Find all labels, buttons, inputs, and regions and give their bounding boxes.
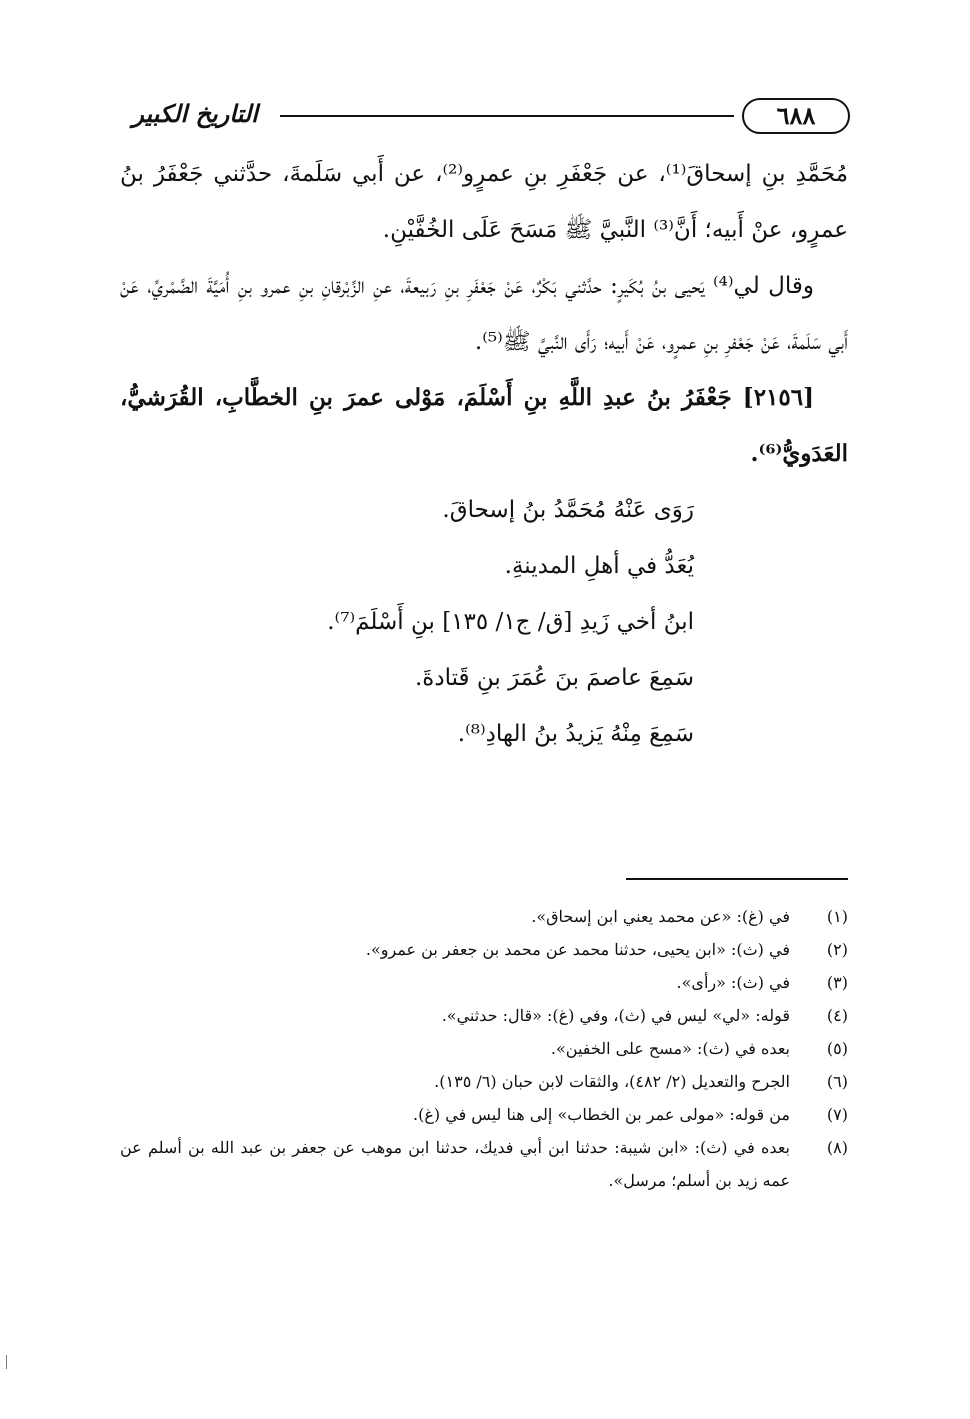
footnote-text: قوله: «لي» ليس في (ث)، وفي (غ): «قال: حدثني».	[441, 1006, 790, 1025]
page-number: ٦٨٨	[742, 98, 850, 134]
footnote-text: الجرح والتعديل (٢/ ٤٨٢)، والثقات لابن حبان (٦/ ١٣٥).	[434, 1072, 790, 1091]
footnote	[120, 1098, 848, 1131]
footnote	[120, 900, 848, 933]
footnote-number: (٦)	[826, 1072, 848, 1091]
footnote-number: (٣)	[826, 973, 848, 992]
footnote	[120, 966, 848, 999]
entry-lines	[120, 482, 848, 762]
main-text	[120, 146, 848, 762]
margin-mark	[6, 1355, 7, 1369]
footnote-number: (١)	[826, 907, 848, 926]
footnote-text: في (ث): «رأى».	[676, 973, 790, 992]
footnote-text: في (غ): «عن محمد يعني ابن إسحاق».	[531, 907, 790, 926]
entry-line: ابنُ أخي زَيدِ [ق/ ج١/ ١٣٥] بنِ أَسْلَمَ⁽⁷⁾.	[327, 609, 694, 635]
entry-line: سَمِعَ عاصمَ بنَ عُمَرَ بنِ قَتادةَ.	[414, 665, 694, 691]
entry-line: سَمِعَ مِنْهُ يَزيدُ بنُ الهادِ⁽⁸⁾.	[457, 721, 694, 747]
footnote-number: (٨)	[826, 1138, 848, 1157]
footnote-text: من قوله: «مولى عمر بن الخطاب» إلى هنا ليس في (غ).	[413, 1105, 790, 1124]
footnote-text: في (ث): «ابن يحيى، حدثنا محمد عن محمد بن جعفر بن عمرو».	[365, 940, 790, 959]
footnote-number: (٤)	[826, 1006, 848, 1025]
header-rule	[280, 115, 734, 117]
footnote	[120, 999, 848, 1032]
footnote-number: (٢)	[826, 940, 848, 959]
footnote-number: (٧)	[826, 1105, 848, 1124]
footnote-separator	[626, 878, 848, 880]
footnote	[120, 1131, 848, 1197]
footnote-text: بعده في (ث): «مسح على الخفين».	[550, 1039, 790, 1058]
entry-line: يُعَدُّ في أهلِ المدينةِ.	[504, 553, 694, 579]
footnote-text: بعده في (ث): «ابن شيبة: حدثنا ابن أبي فديك، حدثنا ابن موهب عن جعفر بن عبد الله بن أسلم عن عمه زيد بن أسلم؛ مرسل».	[120, 1138, 790, 1190]
footnote	[120, 933, 848, 966]
footnote	[120, 1032, 848, 1065]
book-title: التاريخ الكبير	[132, 99, 258, 128]
footnotes	[120, 900, 848, 1197]
footnote-number: (٥)	[826, 1039, 848, 1058]
entry-line: رَوَى عَنْهُ مُحَمَّدُ بنُ إسحاقَ.	[442, 497, 694, 523]
page-header	[120, 96, 850, 140]
paragraph: وقال لي⁽⁴⁾ يَحيى بنُ بُكَيرٍ: حدَّثني بَكْرٌ، عَنْ جَعْفَرِ بنِ رَبيعةَ، عنِ الزِّبْرقانِ بنِ عمرو بنِ أُمَيَّةَ الضَّمْريِّ، عَنْ أَبي سَلَمةَ، عَنْ جَعْفرِ بنِ عمرٍو، عَنْ أَبيه؛ رَأَى النَّبيَّ ﷺ⁽⁵⁾.	[120, 273, 848, 355]
paragraph: مُحَمَّدِ بنِ إسحاقَ⁽¹⁾، عن جَعْفَرِ بنِ عمرٍو⁽²⁾، عن أَبي سَلَمةَ، حدَّثني جَعْفَرُ بنُ عمرٍو، عنْ أَبيه؛ أَنَّ⁽³⁾ النَّبيَّ ﷺ مَسَحَ عَلَى الخُفَّيْنِ.	[120, 161, 849, 243]
entry-heading: [٢١٥٦] جَعْفَرُ بنُ عبدِ اللَّهِ بنِ أَسْلَمَ، مَوْلى عمرَ بنِ الخطَّابِ، القُرَشيُّ، العَدَويُّ⁽⁶⁾.	[120, 384, 848, 467]
footnote	[120, 1065, 848, 1098]
